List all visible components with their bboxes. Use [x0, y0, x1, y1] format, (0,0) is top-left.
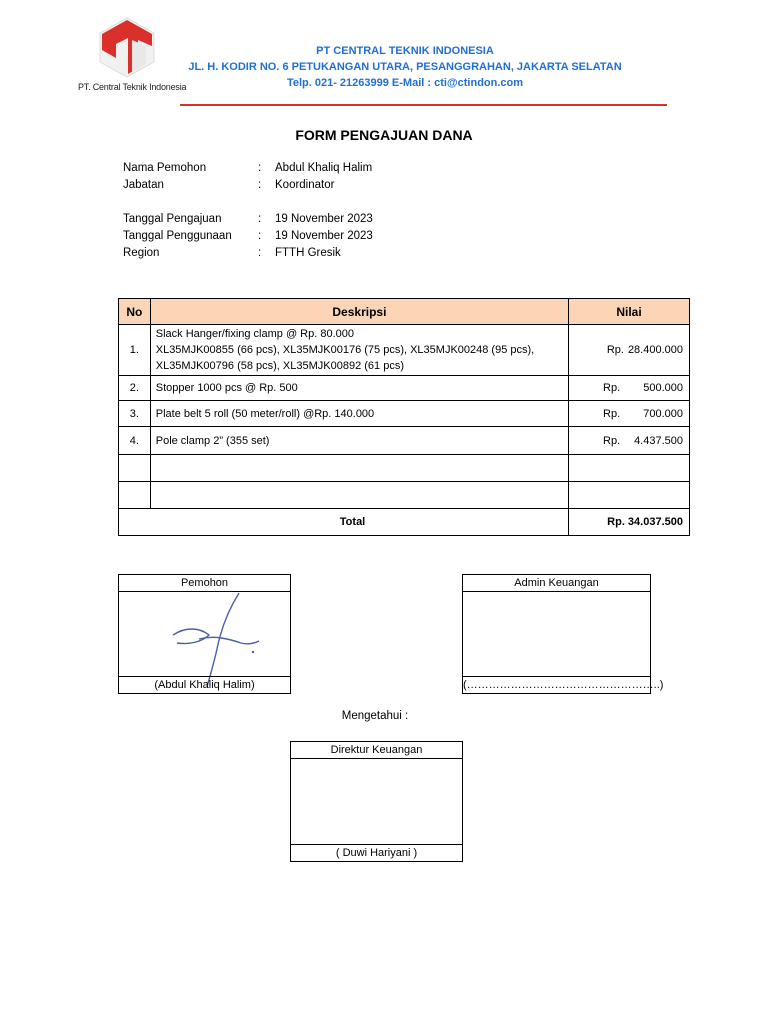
total-value: Rp. 34.037.500	[569, 509, 690, 536]
signature-title: Admin Keuangan	[463, 575, 650, 592]
signature-name: ( Duwi Hariyani )	[291, 844, 462, 861]
desc-line: Stopper 1000 pcs @ Rp. 500	[155, 382, 298, 394]
header-divider	[180, 104, 667, 106]
row-description	[150, 325, 568, 376]
field-value: Abdul Khaliq Halim	[275, 162, 373, 174]
signature-name: (Abdul Khaliq Halim)	[119, 676, 290, 693]
row-no: 2.	[119, 376, 151, 401]
table-row-empty	[119, 482, 690, 509]
total-label: Total	[119, 509, 569, 536]
row-value	[569, 401, 690, 427]
amount: 4.437.500	[634, 434, 683, 447]
info-row-usage-date: Tanggal Penggunaan : 19 November 2023	[123, 228, 373, 245]
row-description	[150, 376, 568, 401]
company-contact: Telp. 021- 21263999 E-Mail : cti@ctindon.com	[286, 77, 524, 89]
currency: Rp.	[603, 434, 621, 447]
currency: Rp.	[603, 382, 621, 394]
row-description	[150, 401, 568, 427]
desc-line: Slack Hanger/fixing clamp @ Rp. 80.000	[155, 328, 354, 340]
logo-text: PT. Central Teknik Indonesia	[78, 82, 187, 92]
row-no: 1.	[119, 325, 151, 376]
info-row-region: Region : FTTH Gresik	[123, 245, 373, 262]
company-address: JL. H. KODIR NO. 6 PETUKANGAN UTARA, PESANGGRAHAN, JAKARTA SELATAN	[188, 61, 622, 73]
cti-logo-icon	[98, 16, 156, 78]
applicant-signature-box	[118, 574, 291, 694]
header-description: Deskripsi	[150, 299, 568, 325]
field-label: Jabatan	[123, 179, 164, 191]
row-no: 3.	[119, 401, 151, 427]
amount: 500.000	[643, 382, 683, 394]
currency: Rp.	[603, 407, 621, 420]
table-row	[119, 401, 690, 427]
row-description	[150, 427, 568, 455]
row-value	[569, 325, 690, 376]
row-value	[569, 376, 690, 401]
company-name: PT CENTRAL TEKNIK INDONESIA	[316, 45, 494, 57]
company-logo	[70, 14, 187, 98]
info-row-submission-date: Tanggal Pengajuan : 19 November 2023	[123, 211, 373, 228]
table-row	[119, 376, 690, 401]
signature-title: Direktur Keuangan	[291, 742, 462, 759]
row-no: 4.	[119, 427, 151, 455]
currency: Rp.	[606, 344, 624, 356]
field-label: Tanggal Pengajuan	[123, 213, 222, 225]
director-signature-box	[290, 741, 463, 862]
amount: 28.400.000	[627, 344, 683, 356]
table-row	[119, 325, 690, 376]
acknowledged-label: Mengetahui :	[341, 710, 409, 722]
table-row-empty	[119, 455, 690, 482]
admin-signature-box	[462, 574, 664, 694]
field-value: 19 November 2023	[275, 230, 373, 242]
header-value: Nilai	[569, 299, 690, 325]
form-title: FORM PENGAJUAN DANA	[295, 127, 473, 143]
field-label: Tanggal Penggunaan	[123, 230, 232, 242]
field-value: Koordinator	[275, 179, 335, 191]
applicant-info	[123, 160, 372, 194]
total-row	[119, 509, 690, 536]
handwritten-signature	[169, 589, 279, 689]
signature-title: Pemohon	[119, 575, 290, 592]
field-label: Nama Pemohon	[123, 162, 207, 174]
field-value: FTTH Gresik	[275, 247, 341, 259]
date-info	[123, 211, 373, 262]
field-value: 19 November 2023	[275, 213, 373, 225]
items-table	[118, 298, 690, 536]
desc-line: XL35MJK00796 (58 pcs), XL35MJK00892 (61 pcs)	[155, 360, 404, 372]
header-no: No	[119, 299, 151, 325]
table-header-row	[119, 299, 690, 325]
desc-line: XL35MJK00855 (66 pcs), XL35MJK00176 (75 pcs), XL35MJK00248 (95 pcs),	[155, 344, 535, 356]
company-header	[170, 43, 640, 91]
table-row	[119, 427, 690, 455]
desc-line: Pole clamp 2” (355 set)	[155, 434, 270, 447]
info-row-name: Nama Pemohon : Abdul Khaliq Halim	[123, 160, 372, 177]
signature-name: (……………………………………………..)	[463, 676, 650, 693]
row-value	[569, 427, 690, 455]
field-label: Region	[123, 247, 160, 259]
info-row-position: Jabatan : Koordinator	[123, 177, 372, 194]
amount: 700.000	[643, 407, 683, 420]
desc-line: Plate belt 5 roll (50 meter/roll) @Rp. 140.000	[155, 407, 375, 420]
